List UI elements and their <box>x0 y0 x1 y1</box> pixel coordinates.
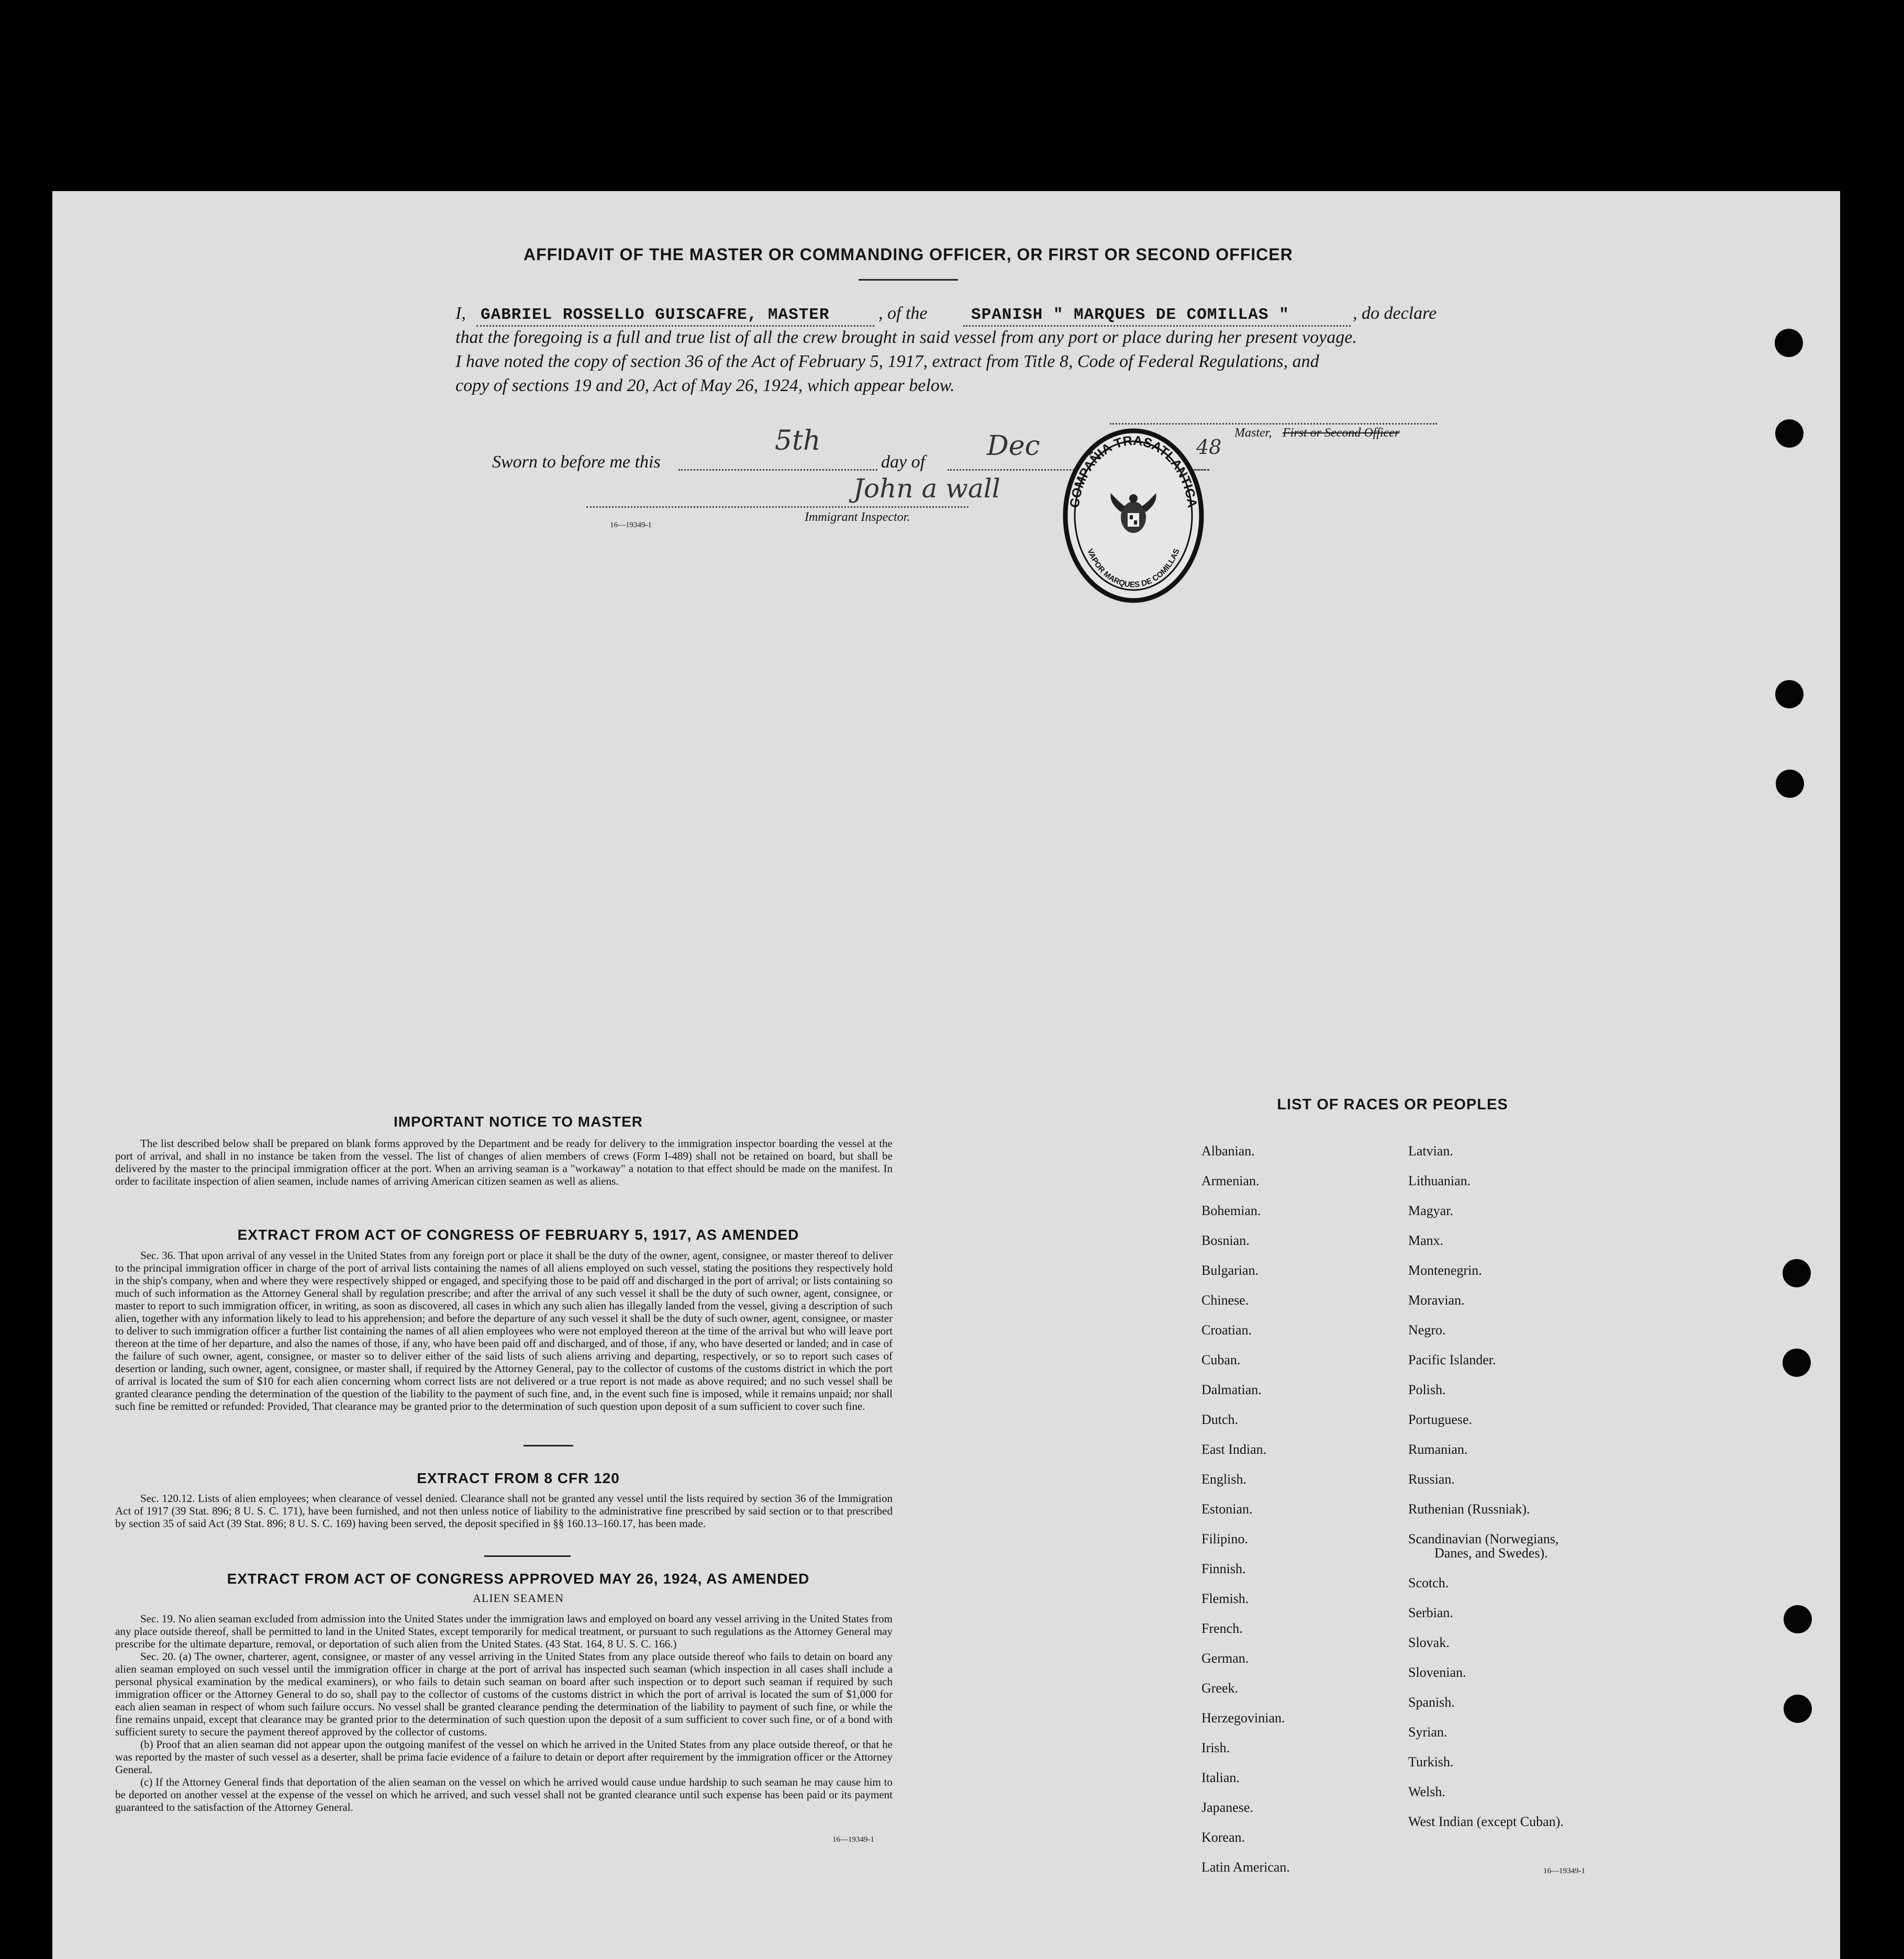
do-declare-text: , do declare <box>1353 304 1437 323</box>
punch-hole <box>1784 1695 1812 1723</box>
affidavit-line-4: copy of sections 19 and 20, Act of May 26, 1924, which appear below. <box>455 376 955 395</box>
race-item: Irish. <box>1201 1740 1230 1755</box>
race-item: Spanish. <box>1408 1695 1455 1710</box>
race-item: Flemish. <box>1201 1591 1249 1606</box>
race-item: Bulgarian. <box>1201 1263 1259 1278</box>
punch-hole <box>1775 419 1803 448</box>
notice-title: IMPORTANT NOTICE TO MASTER <box>393 1114 643 1130</box>
seal-bottom-text: VAPOR MARQUES DE COMILLAS <box>1085 547 1182 589</box>
affidavit-form-number: 16—19349-1 <box>610 521 652 529</box>
extract-1917-title: EXTRACT FROM ACT OF CONGRESS OF FEBRUARY 5, 1917, AS AMENDED <box>237 1227 799 1243</box>
sec-20b-text: (b) Proof that an alien seaman did not appear upon the outgoing manifest of the vessel on which he arrived in the United States from any place outside thereof, or that he was reported by the master of such vessel as a deserter, shall be prima facie evidence of a failure to detain or deport after requirement by the immigration officer or the Attorney General. <box>115 1738 893 1776</box>
master-caption: Master, <box>1234 426 1272 440</box>
extract-cfr-title: EXTRACT FROM 8 CFR 120 <box>417 1470 620 1486</box>
race-item: Bosnian. <box>1201 1233 1250 1248</box>
race-item: Manx. <box>1408 1233 1444 1248</box>
month-handwriting: Dec <box>987 430 1040 462</box>
struck-officer-caption: First or Second Officer <box>1283 426 1400 440</box>
race-item: Magyar. <box>1408 1203 1453 1218</box>
punch-hole <box>1775 329 1803 357</box>
race-item: Cuban. <box>1201 1352 1241 1367</box>
name-field-line <box>476 325 874 327</box>
race-item: Chinese. <box>1201 1293 1249 1308</box>
company-seal-stamp <box>1057 424 1209 607</box>
race-item: Scandinavian (Norwegians, <box>1408 1531 1559 1546</box>
race-item: Scotch. <box>1408 1575 1449 1590</box>
inspector-signature-line <box>586 506 968 508</box>
alien-seamen-subtitle: ALIEN SEAMEN <box>473 1591 564 1605</box>
punch-hole <box>1783 1259 1811 1287</box>
affidavit-i: I, <box>455 304 466 323</box>
race-item: Latvian. <box>1408 1143 1453 1159</box>
inspector-caption: Immigrant Inspector. <box>805 510 910 524</box>
race-item: German. <box>1201 1651 1249 1666</box>
race-item: Polish. <box>1408 1382 1446 1397</box>
race-item: Montenegrin. <box>1408 1263 1482 1278</box>
notice-form-number: 16—19349-1 <box>832 1835 874 1844</box>
extract-1924-title: EXTRACT FROM ACT OF CONGRESS APPROVED MAY 26, 1924, AS AMENDED <box>227 1571 810 1587</box>
master-name: GABRIEL ROSSELLO GUISCAFRE, MASTER <box>481 306 830 324</box>
race-item: Syrian. <box>1408 1724 1448 1740</box>
extract-cfr-body: Sec. 120.12. Lists of alien employees; when clearance of vessel denied. Clearance shall not be granted any vessel until the lists required by section 36 of the Immigration Act of 1917 (39 Stat. 896; 8 U. S. C. 171), have been furnished, and not then unless notice of liability to the administrative fine prescribed by said section or to that prescribed by section 35 of said Act (39 Stat. 896; 8 U. S. C. 169) having been served, the deposit specified in §§ 160.13–160.17, has been made. <box>115 1492 893 1530</box>
race-item: Negro. <box>1408 1322 1446 1338</box>
race-item: Turkish. <box>1408 1754 1454 1769</box>
race-item: Estonian. <box>1201 1501 1253 1517</box>
race-item: English. <box>1201 1472 1246 1487</box>
punch-hole <box>1776 770 1804 798</box>
punch-hole <box>1775 680 1803 708</box>
race-item: Greek. <box>1201 1680 1239 1696</box>
race-item: Armenian. <box>1201 1173 1260 1188</box>
race-item: Lithuanian. <box>1408 1173 1471 1188</box>
races-form-number: 16—19349-1 <box>1543 1867 1585 1875</box>
race-item: Slovenian. <box>1408 1665 1466 1680</box>
affidavit-line-3: I have noted the copy of section 36 of the Act of February 5, 1917, extract from Title 8, Code of Federal Regulations, and <box>455 352 1319 371</box>
race-item: Portuguese. <box>1408 1412 1473 1427</box>
of-the-text: , of the <box>878 304 928 323</box>
race-item: Albanian. <box>1201 1143 1255 1159</box>
race-item: East Indian. <box>1201 1442 1267 1457</box>
extract-1917-body: Sec. 36. That upon arrival of any vessel in the United States from any foreign port or place it shall be the duty of the owner, agent, consignee, or master thereof to deliver to the principal immigration officer in charge of the port of arrival lists containing the names of all aliens employed on such vessel, stating the positions they respectively hold in the ship's company, when and where they were respectively shipped or engaged, and specifying those to be paid off and discharged in the port of arrival; or lists containing so much of such information as the Attorney General shall by regulation prescribe; and after the arrival of any such vessel it shall be the duty of such owner, agent, consignee, or master to report to such immigration officer, in writing, as soon as discovered, all cases in which any such alien has illegally landed from the vessel, giving a description of such alien, together with any information likely to lead to his apprehension; and before the departure of any such vessel it shall be the duty of such owner, agent, consignee, or master to deliver to such immigration officer a further list containing the names of all alien employees who were not employed thereon at the time of the arrival but who will leave port thereon at the time of her departure, and also the names of those, if any, who have been paid off and discharged, and of those, if any, who have deserted or landed; and in case of the failure of such owner, agent, consignee, or master so to deliver either of the said lists of such aliens arriving and departing, respectively, or so to report such cases of desertion or landing, such owner, agent, consignee, or master shall, if required by the Attorney General, pay to the collector of customs of the customs district in which the port of arrival is located the sum of $10 for each alien concerning whom correct lists are not delivered or a true report is not made as above required; and no such vessel shall be granted clearance pending the determination of the question of the liability to the payment of such fine, and, in the event such fine is imposed, while it remains unpaid; nor shall such fine be remitted or refunded: Provided, That clearance may be granted prior to the determination of such question upon deposit of a sum sufficient to cover such fine. <box>115 1249 893 1412</box>
vessel-name: SPANISH " MARQUES DE COMILLAS " <box>971 306 1289 324</box>
race-item: Russian. <box>1408 1472 1455 1487</box>
notice-body: The list described below shall be prepared on blank forms approved by the Department and be ready for delivery to the immigration inspector boarding the vessel at the port of arrival, and shall in no instance be taken from the vessel. The list of changes of alien members of crews (Form I-489) shall not be retained on board, but shall be delivered by the master to the principal immigration officer at the port. When an arriving seaman is a "workaway" a notation to that effect should be made on the manifest. In order to facilitate inspection of alien seamen, include names of arriving American citizen seamen as well as aliens. <box>115 1137 893 1187</box>
race-item: Ruthenian (Russniak). <box>1408 1501 1530 1517</box>
race-item: Bohemian. <box>1201 1203 1261 1218</box>
vessel-field-line <box>963 325 1351 327</box>
punch-hole <box>1784 1605 1812 1633</box>
race-item: Welsh. <box>1408 1784 1445 1799</box>
race-item: Korean. <box>1201 1830 1245 1845</box>
race-item: Finnish. <box>1201 1561 1246 1576</box>
races-title: LIST OF RACES OR PEOPLES <box>1277 1096 1508 1113</box>
day-handwriting: 5th <box>775 425 821 457</box>
affidavit-title: AFFIDAVIT OF THE MASTER OR COMMANDING OFFICER, OR FIRST OR SECOND OFFICER <box>524 245 1293 264</box>
section-divider <box>524 1445 573 1446</box>
day-of-text: day of <box>881 452 926 472</box>
race-item: Danes, and Swedes). <box>1434 1545 1548 1561</box>
sec-20c-text: (c) If the Attorney General finds that deportation of the alien seaman on the vessel on which he arrived would cause undue hardship to such seaman he may cause him to be deported on another vessel at the expense of the vessel on which he arrived, and such vessel shall not be granted clearance until such expense has been paid or its payment guaranteed to the satisfaction of the Attorney General. <box>115 1776 893 1813</box>
punch-hole <box>1783 1349 1811 1377</box>
affidavit-line-2: that the foregoing is a full and true list of all the crew brought in said vessel from any port or place during her present voyage. <box>455 328 1357 347</box>
races-right-column <box>1408 1143 1564 1844</box>
race-item: Japanese. <box>1201 1800 1253 1815</box>
sec-20a-text: Sec. 20. (a) The owner, charterer, agent, consignee, or master of any vessel arriving in the United States from any place outside thereof who fails to detain on board any alien seaman employed on such vessel until the immigration officer in charge at the port of arrival has inspected such seaman (which inspection in all cases shall include a personal physical examination by the medical examiners), or who fails to detain such seaman on board after such inspection or to deport such seaman if required by such immigration officer or the Attorney General to do so, shall pay to the collector of customs of the customs district in which the port of arrival is located the sum of $1,000 for each alien seaman in respect of whom such failure occurs. No vessel shall be granted clearance pending the determination of the liability to payment of such fine, or while the fine remains unpaid, except that clearance may be granted prior to the determination of such question upon the deposit of a sum sufficient to cover such fine, or of a bond with sufficient surety to secure the payment thereof approved by the collector of customs. <box>115 1650 893 1738</box>
year-handwriting: 48 <box>1196 436 1222 459</box>
race-item: Dalmatian. <box>1201 1382 1262 1397</box>
title-underline <box>859 279 958 281</box>
race-item: French. <box>1201 1621 1243 1636</box>
race-item: Dutch. <box>1201 1412 1239 1427</box>
seal-top-text: COMPAÑIA TRASATLANTICA <box>1067 433 1200 509</box>
race-item: Herzegovinian. <box>1201 1710 1285 1726</box>
race-item: Italian. <box>1201 1770 1240 1785</box>
race-item: Rumanian. <box>1408 1442 1468 1457</box>
race-item: West Indian (except Cuban). <box>1408 1814 1564 1829</box>
day-field-line <box>678 469 877 471</box>
race-item: Filipino. <box>1201 1531 1248 1546</box>
race-item: Moravian. <box>1408 1293 1465 1308</box>
race-item: Pacific Islander. <box>1408 1352 1496 1367</box>
race-item: Slovak. <box>1408 1635 1450 1650</box>
race-item: Latin American. <box>1201 1860 1290 1875</box>
sworn-text: Sworn to before me this <box>492 452 661 472</box>
inspector-signature: John a wall <box>853 473 1000 504</box>
races-left-column <box>1201 1143 1290 1889</box>
race-item: Serbian. <box>1408 1605 1453 1620</box>
sec-19-text: Sec. 19. No alien seaman excluded from admission into the United States under the immigration laws and employed on board any vessel arriving in the United States from any place outside thereof, shall be permitted to land in the United States, except temporarily for medical treatment, or pursuant to such regulations as the Attorney General may prescribe for the ultimate departure, removal, or deportation of such alien from the United States. (43 Stat. 164, 8 U. S. C. 166.) <box>115 1612 893 1650</box>
race-item: Croatian. <box>1201 1322 1252 1338</box>
section-divider <box>484 1555 571 1557</box>
